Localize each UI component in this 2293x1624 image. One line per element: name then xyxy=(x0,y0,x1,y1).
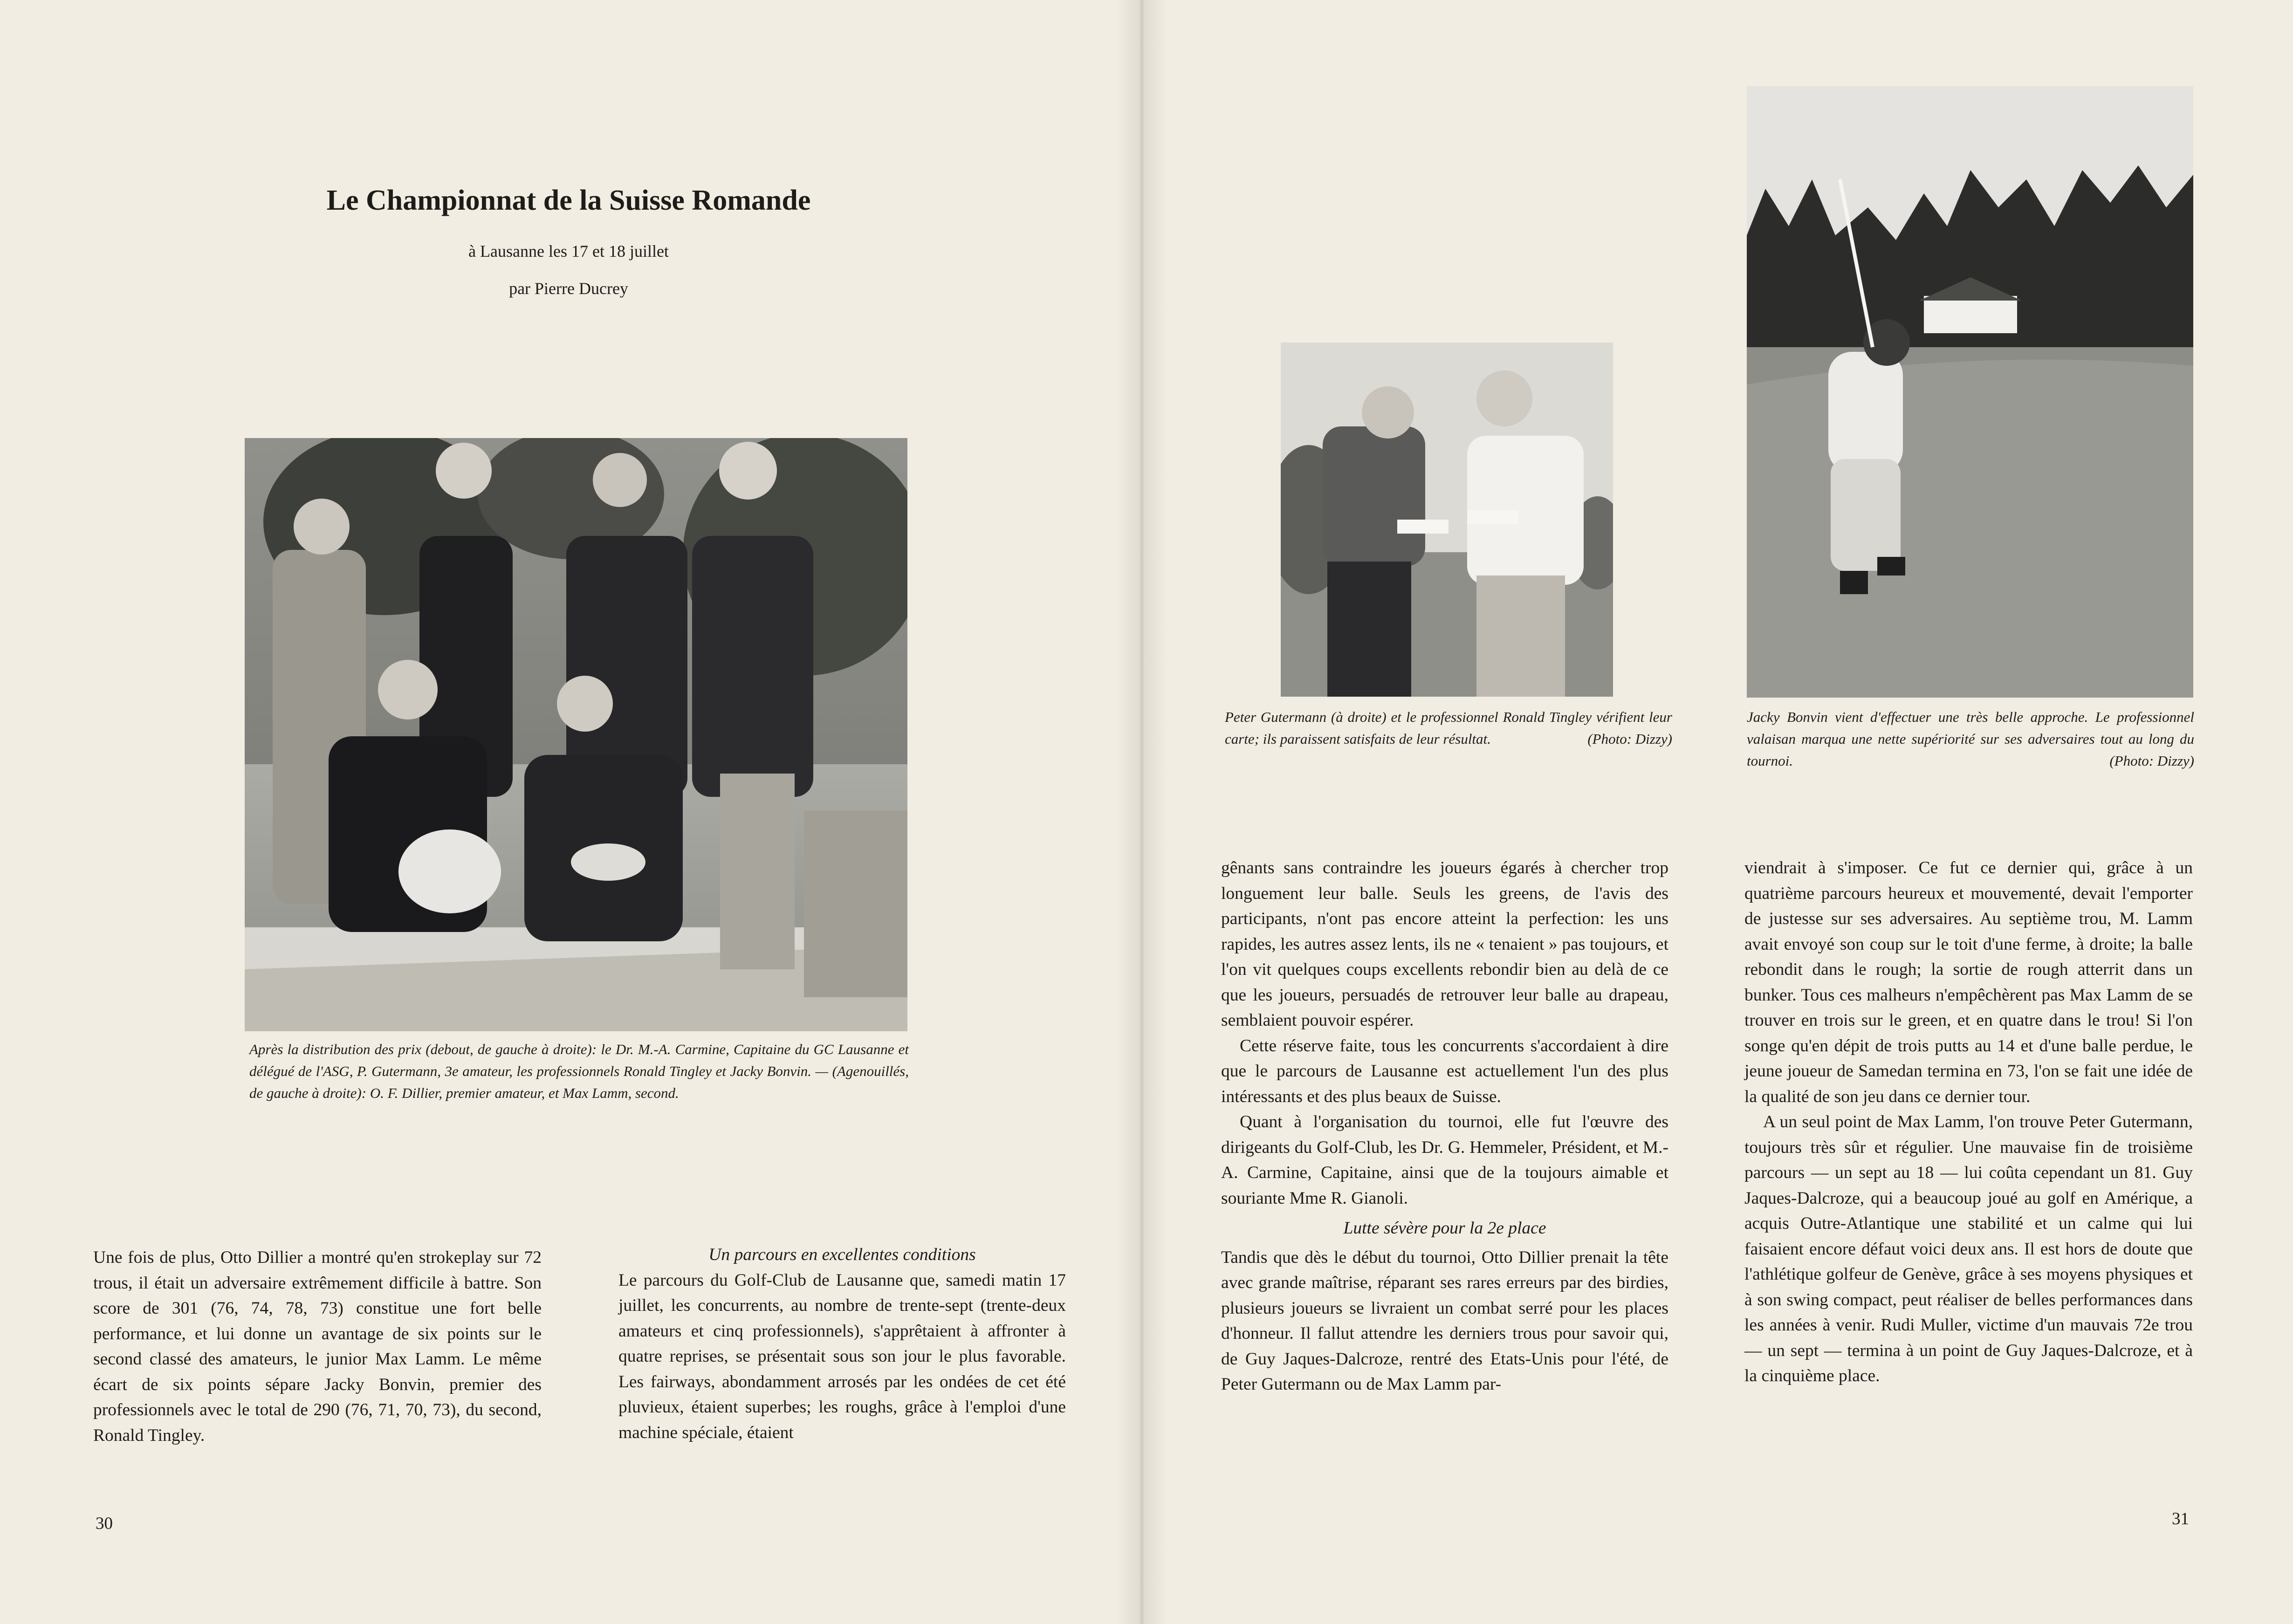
left-column-2 xyxy=(618,1242,1066,1446)
page-number-right: 31 xyxy=(2172,1509,2189,1528)
section-heading-lutte: Lutte sévère pour la 2e place xyxy=(1343,1219,1546,1238)
right-column-1-p2: Cette réserve faite, tous les concurrents s'accordaient à dire que le parcours de Lausanne est actuellement l'un des plus intéressants et des plus beaux de Suisse. xyxy=(1221,1036,1668,1106)
photo-scorecard-image xyxy=(1281,343,1613,697)
right-column-2-p2: A un seul point de Max Lamm, l'on trouve Peter Gutermann, toujours très sûr et régulier. Une mauvaise fin de troisième parcours — un sept au 18 — lui coûta cependant un 81. Guy Jaques-Dalcroze, qui a beaucoup joué au golf en Amérique, a acquis Outre-Atlantique une stabilité et un calme qui lui faisaient encore défaut voici deux ans. Il est hors de doute que l'athlétique golfeur de Genève, grâce à ses moyens physiques et à son swing compact, peut réaliser de belles performances dans les années à venir. Rudi Muller, victime d'un mauvais 72e trou — un sept — termina à un point de Guy Jaques-Dalcroze, et à la cinquième place. xyxy=(1744,1112,2193,1385)
right-column-1-p4: Tandis que dès le début du tournoi, Otto Dillier prenait la tête avec grande maîtrise, réparant ses rares erreurs par des birdies, plusieurs joueurs se livraient un combat serré pour les places d'honneur. Il fallut attendre les derniers trous pour savoir qui, de Guy Jaques-Dalcroze, rentré des Etats-Unis pour l'été, de Peter Gutermann ou de Max Lamm par- xyxy=(1221,1247,1668,1394)
photo-scorecard xyxy=(1281,343,1613,697)
section-heading-parcours: Un parcours en excellentes conditions xyxy=(708,1245,976,1264)
left-column-1-text: Une fois de plus, Otto Dillier a montré qu'en strokeplay sur 72 trous, il était un adversaire extrêmement difficile à battre. Son score de 301 (76, 74, 78, 73) constitue une fort belle performance, et lui donne un avantage de six points sur le second classé des amateurs, le junior Max Lamm. Le même écart de six points sépare Jacky Bonvin, premier des professionnels avec le total de 290 (76, 71, 70, 73), du second, Ronald Tingley. xyxy=(93,1248,542,1445)
page-number-left: 30 xyxy=(96,1514,113,1533)
left-column-2-text: Le parcours du Golf-Club de Lausanne que, samedi matin 17 juillet, les concurrents, au nombre de trente-sept (trente-deux amateurs et cinq professionnels), s'apprêtaient à affronter à quatre reprises, se présentait sous son jour le plus favorable. Les fairways, abondamment arrosés par les ondées de cet été pluvieux, étaient superbes; les roughs, grâce à l'emploi d'une machine spéciale, étaient xyxy=(618,1270,1066,1442)
right-column-1-p3: Quant à l'organisation du tournoi, elle fut l'œuvre des dirigeants du Golf-Club, les Dr. G. Hemmeler, Président, et M.-A. Carmine, Capitaine, ainsi que de la toujours aimable et souriante Mme R. Gianoli. xyxy=(1221,1112,1668,1208)
right-column-1-p1: gênants sans contraindre les joueurs égarés à chercher trop longuement leur balle. Seuls les greens, de l'avis des participants, n'ont pas encore atteint la perfection: les uns rapides, les autres assez lents, ils ne « tenaient » pas toujours, et l'on vit quelques coups excellents rebondir bien au delà de ce que les joueurs, persuadés de retrouver leur balle au drapeau, semblaient pouvoir espérer. xyxy=(1221,858,1668,1030)
group-photo xyxy=(245,438,907,1031)
photo-golf-swing-caption-text: Jacky Bonvin vient d'effectuer une très belle approche. Le professionnel valaisan marqua une nette supériorité sur ses adversaires tout au long du tournoi. xyxy=(1747,709,2194,769)
article-title: Le Championnat de la Suisse Romande xyxy=(326,185,811,216)
article-subtitle: à Lausanne les 17 et 18 juillet xyxy=(468,242,669,260)
article-byline: par Pierre Ducrey xyxy=(509,279,628,298)
photo-golf-swing-image xyxy=(1747,86,2193,698)
photo-golf-swing-caption xyxy=(1747,706,2194,772)
photo-golf-swing-credit: (Photo: Dizzy) xyxy=(2109,753,2194,769)
book-gutter xyxy=(1116,0,1167,1624)
photo-scorecard-caption-text: Peter Gutermann (à droite) et le professionnel Ronald Tingley vérifient leur carte; ils paraissent satisfaits de leur résultat. xyxy=(1225,709,1672,747)
photo-scorecard-caption xyxy=(1225,706,1672,750)
right-column-2-p1: viendrait à s'imposer. Ce fut ce dernier qui, grâce à un quatrième parcours heureux et mouvementé, devait l'emporter de justesse sur ses adversaires. Au septième trou, M. Lamm avait envoyé son coup sur le toit d'une ferme, à droite; la balle rebondit dans le rough; la sortie de rough atterrit dans un bunker. Tous ces malheurs n'empêchèrent pas Max Lamm de se trouver en trois sur le green, et en quatre dans le trou! Si l'on songe qu'en dépit de trois putts au 14 et d'une balle perdue, le jeune joueur de Samedan termina en 73, l'on se fait une idée de la qualité de son jeu dans ce dernier tour. xyxy=(1744,858,2193,1106)
photo-scorecard-credit: (Photo: Dizzy) xyxy=(1587,731,1672,747)
left-column-1 xyxy=(93,1245,542,1448)
right-column-1 xyxy=(1221,856,1668,1398)
photo-golf-swing xyxy=(1747,86,2193,698)
group-photo-image xyxy=(245,438,907,1031)
right-column-2 xyxy=(1744,856,2193,1389)
group-photo-caption: Après la distribution des prix (debout, de gauche à droite): le Dr. M.-A. Carmine, Capitaine du GC Lausanne et délégué de l'ASG, P. Gutermann, 3e amateur, les professionnels Ronald Tingley et Jacky Bonvin. — (Agenouillés, de gauche à droite): O. F. Dillier, premier amateur, et Max Lamm, second. xyxy=(249,1041,909,1101)
